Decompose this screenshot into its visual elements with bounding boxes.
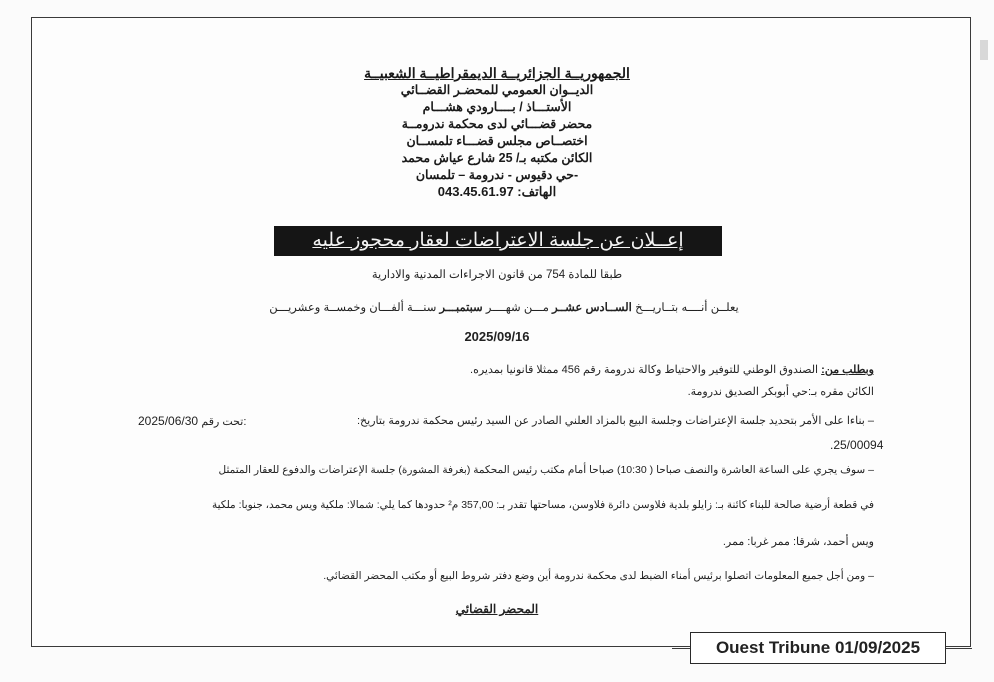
legal-basis: طبقا للمادة 754 من قانون الاجراءات المدنية والادارية bbox=[371, 269, 623, 281]
order-line bbox=[357, 414, 874, 428]
office-name: الديــوان العمومي للمحضـر القضــائي bbox=[400, 83, 594, 97]
source-label: Ouest Tribune 01/09/2025 bbox=[690, 632, 946, 664]
office-address: الكائن مكتبه بـ/ 25 شارع عياش محمد bbox=[401, 151, 593, 165]
announcement-line bbox=[220, 301, 788, 315]
boundaries-line: ويس أحمد، شرقا: ممر غربا: ممر. bbox=[722, 536, 874, 548]
order-date: 2025/06/30 bbox=[138, 414, 199, 428]
announce-prefix: يعلــن أنــــه بتــاريـــخ bbox=[635, 302, 739, 314]
announce-mid: مـــن شهــــر bbox=[485, 302, 549, 314]
jurisdiction: اختصــاص مجلس قضـــاء تلمســان bbox=[406, 134, 588, 148]
requester-address: الكائن مقره بـ:حي أبوبكر الصديق ندرومة. bbox=[687, 386, 874, 398]
requester-line bbox=[470, 363, 874, 377]
order-text: – بناءا على الأمر بتحديد جلسة الإعتراضات وجلسة البيع بالمزاد العلني الصادر عن السيد رئيس محكمة ندرومة بتاريخ: bbox=[357, 415, 874, 427]
session-time-line: – سوف يجري على الساعة العاشرة والنصف صباحا ( 10:30) صباحا أمام مكتب رئيس المحكمة (بغرفة المشورة) جلسة الإعتراضات والدفوع للعقار المتمثل bbox=[218, 464, 874, 476]
requester-text: الصندوق الوطني للتوفير والاحتياط وكالة ندرومة رقم 456 ممثلا قانونيا بمديره. bbox=[470, 364, 819, 376]
frame-notch-left bbox=[672, 648, 690, 649]
office-district: حي دقيوس - ندرومة – تلمسان- bbox=[415, 168, 579, 182]
announce-suffix: سنـــة ألفـــان وخمســة وعشريـــن bbox=[269, 302, 437, 314]
session-date: 2025/09/16 bbox=[464, 329, 530, 344]
signature: المحضر القضائي bbox=[455, 602, 539, 616]
office-phone: الهاتف: 043.45.61.97 bbox=[437, 184, 557, 199]
bailiff-court: محضر قضـــائي لدى محكمة ندرومــة bbox=[401, 117, 593, 131]
announcement-banner bbox=[274, 226, 722, 256]
side-edge-mark bbox=[980, 40, 988, 60]
requester-label: وبطلب من: bbox=[821, 364, 874, 376]
info-line: – ومن أجل جميع المعلومات اتصلوا برئيس أمناء الضبط لدى محكمة ندرومة أين وضع دفتر شروط البيع أو مكتب المحضر القضائي. bbox=[323, 570, 874, 582]
order-date-line bbox=[138, 414, 246, 429]
order-number: .25/00094 bbox=[830, 438, 884, 452]
announce-month: سبتمبـــر bbox=[439, 302, 483, 314]
frame-notch-right bbox=[946, 648, 972, 649]
bailiff-name: الأستـــاذ / بــــارودي هشـــام bbox=[422, 100, 572, 114]
order-number-label: تحت رقم: bbox=[201, 416, 247, 428]
republic-title: الجمهوريــة الجزائريــة الديمقراطيــة الشعبيــة bbox=[364, 65, 630, 81]
banner-title: إعــلان عن جلسة الاعتراضات لعقار محجوز عليه bbox=[312, 230, 684, 251]
property-line: في قطعة أرضية صالحة للبناء كائنة بـ: زايلو بلدية فلاوسن دائرة فلاوسن، مساحتها تقدر بـ: 357,00 م² حدودها كما يلي: شمالا: ملكية ويس محمد، جنوبا: ملكية bbox=[211, 499, 874, 511]
announce-day: الســادس عشــر bbox=[552, 302, 632, 314]
